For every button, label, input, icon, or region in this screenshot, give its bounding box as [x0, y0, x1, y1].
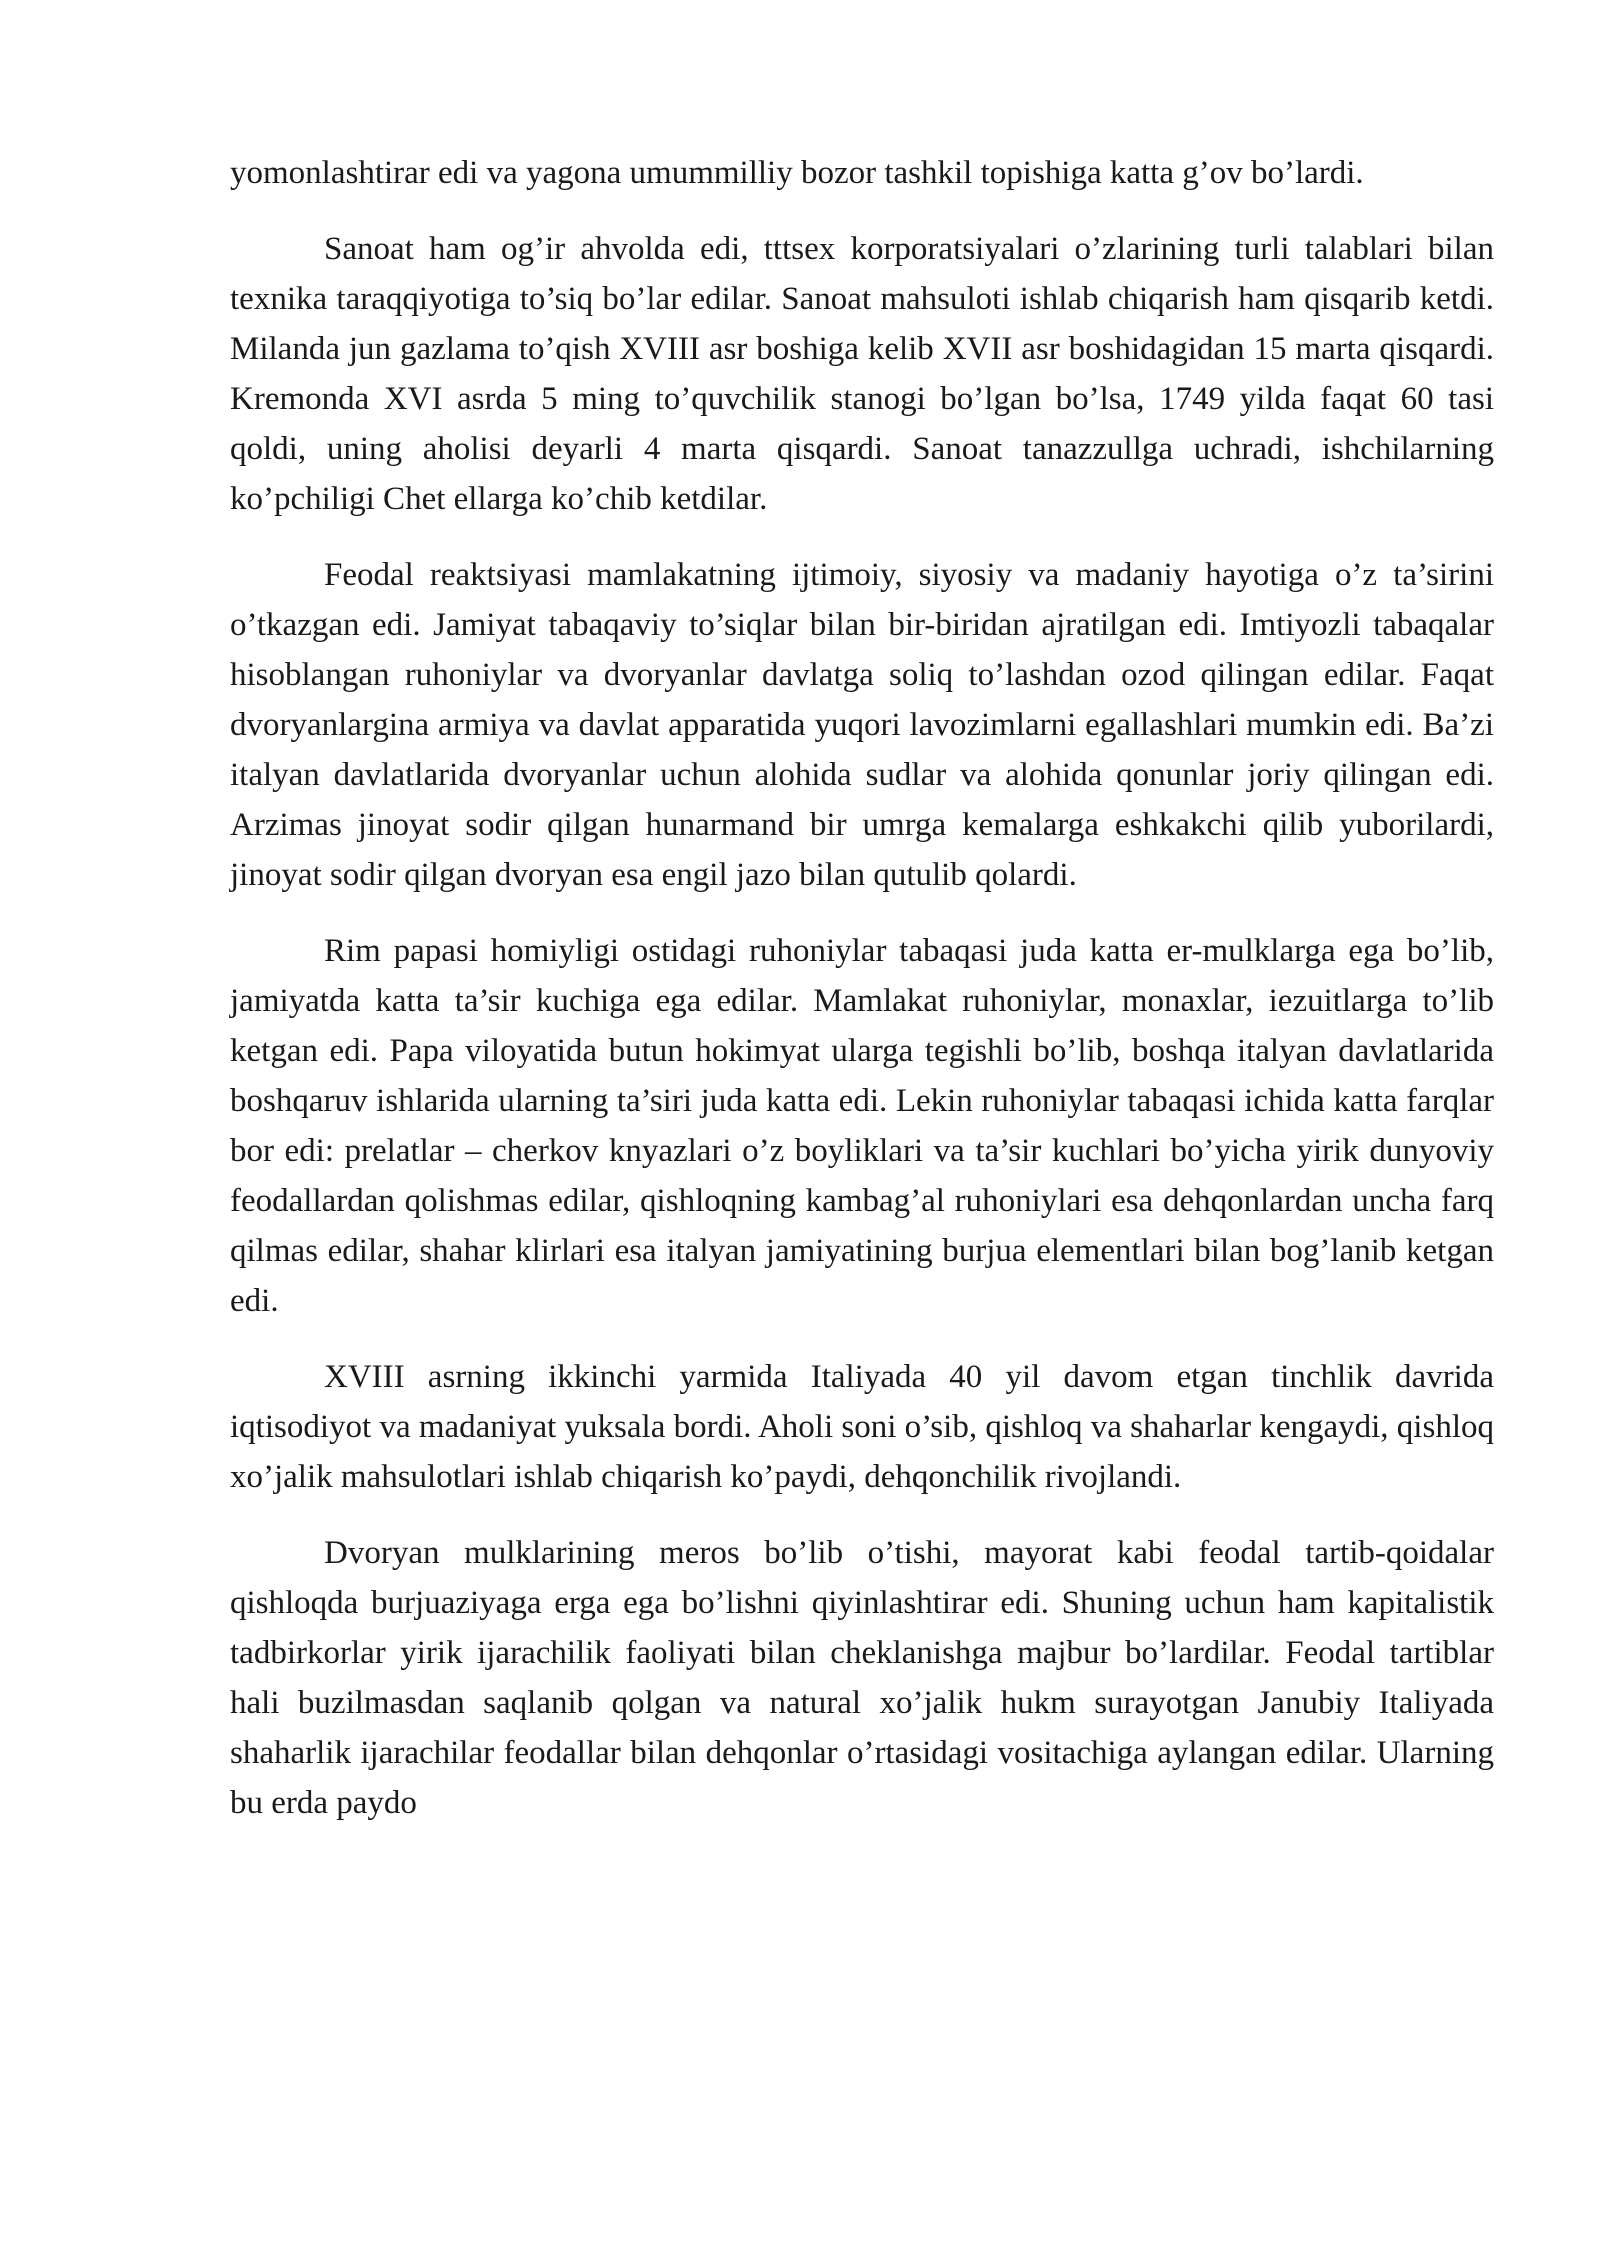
paragraph-2: Sanoat ham og’ir ahvolda edi, tttsex korporatsiyalari o’zlarining turli talablari bilan texnika taraqqiyotiga to’siq bo’lar edilar. Sanoat mahsuloti ishlab chiqarish ham qisqarib ketdi. Milanda jun gazlama to’qish XVIII asr boshiga kelib XVII asr boshidagidan 15 marta qisqardi. Kremonda XVI asrda 5 ming to’quvchilik stanogi bo’lgan bo’lsa, 1749 yilda faqat 60 tasi qoldi, uning aholisi deyarli 4 marta qisqardi. Sanoat tanazzullga uchradi, ishchilarning ko’pchiligi Chet ellarga ko’chib ketdilar.	[230, 231, 1494, 517]
paragraph-1: yomonlashtirar edi va yagona umummilliy bozor tashkil topishiga katta g’ov bo’lardi.	[230, 155, 1364, 191]
document-page	[230, 148, 1494, 1854]
paragraph-4: Rim papasi homiyligi ostidagi ruhoniylar tabaqasi juda katta er-mulklarga ega bo’lib, jamiyatda katta ta’sir kuchiga ega edilar. Mamlakat ruhoniylar, monaxlar, iezuitlarga to’lib ketgan edi. Papa viloyatida butun hokimyat ularga tegishli bo’lib, boshqa italyan davlatlarida boshqaruv ishlarida ularning ta’siri juda katta edi. Lekin ruhoniylar tabaqasi ichida katta farqlar bor edi: prelatlar – cherkov knyazlari o’z boyliklari va ta’sir kuchlari bo’yicha yirik dunyoviy feodallardan qolishmas edilar, qishloqning kambag’al ruhoniylari esa dehqonlardan uncha farq qilmas edilar, shahar klirlari esa italyan jamiyatining burjua elementlari bilan bog’lanib ketgan edi.	[230, 933, 1494, 1319]
paragraph-3: Feodal reaktsiyasi mamlakatning ijtimoiy, siyosiy va madaniy hayotiga o’z ta’sirini o’tkazgan edi. Jamiyat tabaqaviy to’siqlar bilan bir-biridan ajratilgan edi. Imtiyozli tabaqalar hisoblangan ruhoniylar va dvoryanlar davlatga soliq to’lashdan ozod qilingan edilar. Faqat dvoryanlargina armiya va davlat apparatida yuqori lavozimlarni egallashlari mumkin edi. Ba’zi italyan davlatlarida dvoryanlar uchun alohida sudlar va alohida qonunlar joriy qilingan edi. Arzimas jinoyat sodir qilgan hunarmand bir umrga kemalarga eshkakchi qilib yuborilardi, jinoyat sodir qilgan dvoryan esa engil jazo bilan qutulib qolardi.	[230, 557, 1494, 893]
paragraph-5: XVIII asrning ikkinchi yarmida Italiyada 40 yil davom etgan tinchlik davrida iqtisodiyot va madaniyat yuksala bordi. Aholi soni o’sib, qishloq va shaharlar kengaydi, qishloq xo’jalik mahsulotlari ishlab chiqarish ko’paydi, dehqonchilik rivojlandi.	[230, 1359, 1494, 1495]
paragraph-6: Dvoryan mulklarining meros bo’lib o’tishi, mayorat kabi feodal tartib-qoidalar qishloqda burjuaziyaga erga ega bo’lishni qiyinlashtirar edi. Shuning uchun ham kapitalistik tadbirkorlar yirik ijarachilik faoliyati bilan cheklanishga majbur bo’lardilar. Feodal tartiblar hali buzilmasdan saqlanib qolgan va natural xo’jalik hukm surayotgan Janubiy Italiyada shaharlik ijarachilar feodallar bilan dehqonlar o’rtasidagi vositachiga aylangan edilar. Ularning bu erda paydo	[230, 1535, 1494, 1821]
